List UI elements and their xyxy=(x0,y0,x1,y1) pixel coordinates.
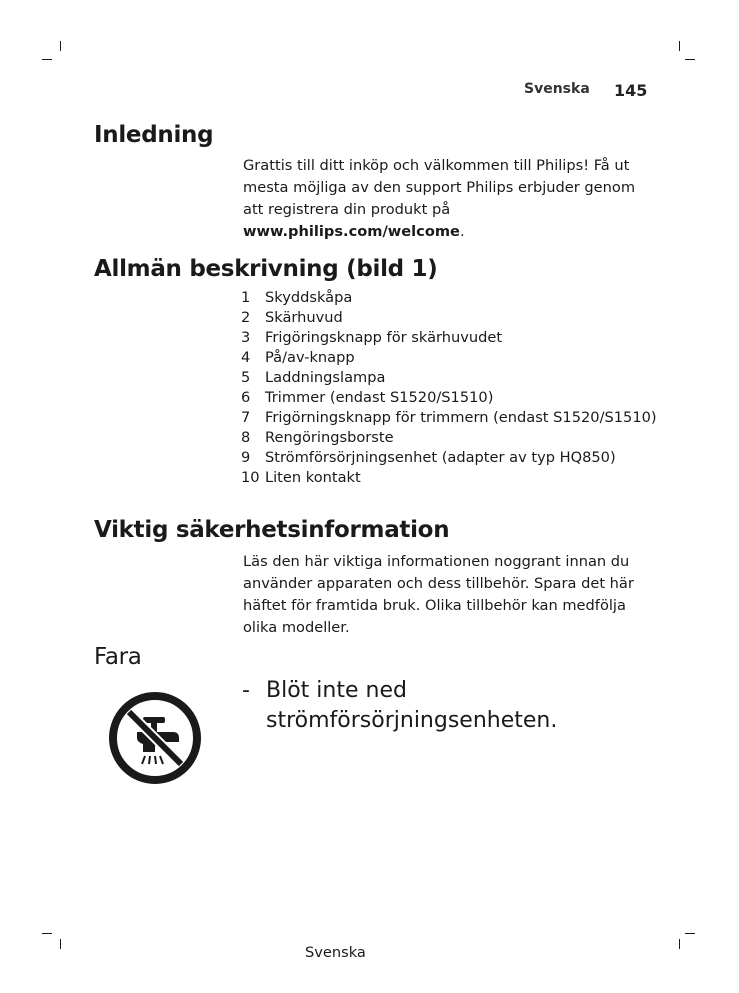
list-item: 9 Strömförsörjningsenhet (adapter av typ HQ850) xyxy=(241,449,616,466)
list-item: 6 Trimmer (endast S1520/S1510) xyxy=(241,389,494,406)
list-item: 5 Laddningslampa xyxy=(241,369,386,386)
intro-heading: Inledning xyxy=(94,122,214,148)
danger-warning-text: Blöt inte ned strömförsörjningsenheten. xyxy=(266,678,558,733)
intro-text: Grattis till ditt inköp och välkommen till Philips! Få ut mesta möjliga av den support Philips erbjuder genom att registrera din produkt på xyxy=(243,157,636,218)
crop-mark xyxy=(60,939,61,949)
danger-heading: Fara xyxy=(94,644,142,670)
bullet-dash: - xyxy=(242,678,250,703)
crop-mark xyxy=(685,59,695,60)
safety-heading: Viktig säkerhetsinformation xyxy=(94,517,450,543)
list-item: 1 Skyddskåpa xyxy=(241,289,353,306)
crop-mark xyxy=(42,933,52,934)
parts-list xyxy=(241,288,661,488)
crop-mark xyxy=(42,59,52,60)
list-item: 10 Liten kontakt xyxy=(241,469,361,486)
intro-paragraph xyxy=(243,155,653,243)
crop-mark xyxy=(679,41,680,51)
intro-end: . xyxy=(459,223,465,240)
crop-mark xyxy=(685,933,695,934)
safety-paragraph: Läs den här viktiga informationen noggrant innan du använder apparaten och dess tillbehör. Spara det här häftet för framtida bruk. Olika tillbehör kan medfölja olika modeller. xyxy=(243,553,634,636)
crop-mark xyxy=(679,939,680,949)
list-item: 8 Rengöringsborste xyxy=(241,429,394,446)
list-item: 3 Frigöringsknapp för skärhuvudet xyxy=(241,329,503,346)
general-description-heading: Allmän beskrivning (bild 1) xyxy=(94,256,438,282)
crop-mark xyxy=(60,41,61,51)
footer-language: Svenska xyxy=(305,944,366,961)
list-item: 2 Skärhuvud xyxy=(241,309,343,326)
no-water-tap-icon xyxy=(107,690,203,786)
list-item: 7 Frigörningsknapp för trimmern (endast S1520/S1510) xyxy=(241,409,657,426)
list-item: 4 På/av-knapp xyxy=(241,349,355,366)
header-language: Svenska xyxy=(524,81,590,97)
page-number: 145 xyxy=(614,81,648,100)
danger-warning xyxy=(242,676,622,736)
welcome-link[interactable]: www.philips.com/welcome xyxy=(243,223,460,240)
